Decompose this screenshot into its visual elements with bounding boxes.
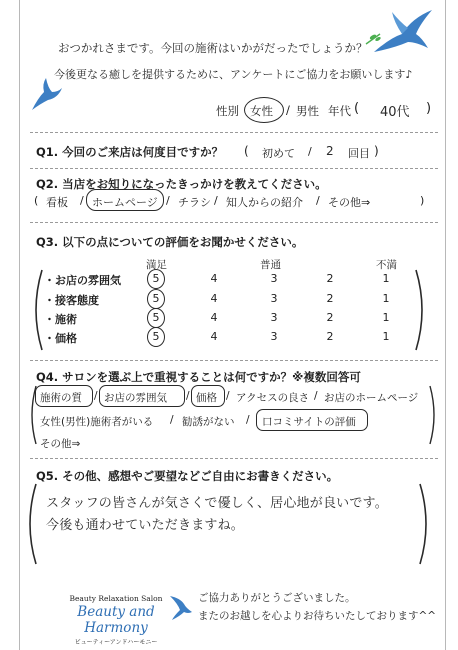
q3-score-5[interactable]: 5 bbox=[152, 330, 160, 343]
q2-question: Q2. 当店をお知りになったきっかけを教えてください。 bbox=[36, 177, 327, 191]
gender-slash: / bbox=[286, 103, 290, 117]
intro-line-1: おつかれさまです。今回の施術はいかがだったでしょうか？ bbox=[58, 41, 368, 55]
q2-option-signboard[interactable]: 看板 bbox=[46, 196, 68, 209]
q3-score-4[interactable]: 4 bbox=[210, 311, 218, 324]
q2-option-other[interactable]: その他⇒ bbox=[328, 196, 371, 209]
q3-score-5[interactable]: 5 bbox=[152, 292, 160, 305]
q3-score-3[interactable]: 3 bbox=[270, 272, 278, 285]
q1-option-first[interactable]: 初めて bbox=[262, 147, 295, 160]
q5-answer-line-2[interactable]: 今後も通わせていただきますね。 bbox=[46, 518, 245, 533]
q2-option-homepage[interactable]: ホームページ bbox=[92, 196, 158, 209]
q3-score-1[interactable]: 1 bbox=[382, 330, 390, 343]
q3-score-5[interactable]: 5 bbox=[152, 311, 160, 324]
q3-score-1[interactable]: 1 bbox=[382, 272, 390, 285]
footer-brand-block bbox=[52, 594, 180, 646]
gender-female-circle bbox=[244, 97, 284, 123]
scan-edge-right bbox=[445, 0, 446, 650]
q2-option-referral[interactable]: 知人からの紹介 bbox=[226, 196, 303, 209]
q3-score-1[interactable]: 1 bbox=[382, 311, 390, 324]
gender-option-male[interactable]: 男性 bbox=[296, 104, 319, 118]
q4-selected-box bbox=[256, 409, 368, 431]
intro-line-2: 今後更なる癒しを提供するために、アンケートにご協力をお願いします♪ bbox=[54, 68, 413, 81]
q4-option-homepage[interactable]: お店のホームページ bbox=[324, 392, 419, 404]
q1-slash: / bbox=[308, 145, 312, 158]
q5-bracket-right bbox=[418, 482, 434, 566]
q4-bracket-right bbox=[428, 384, 440, 446]
q5-bracket-left bbox=[22, 482, 38, 566]
q4-option-access[interactable]: アクセスの良さ bbox=[236, 392, 310, 404]
q4-option-atmosphere[interactable]: お店の雰囲気 bbox=[104, 392, 167, 404]
brand-tagline: Beauty Relaxation Salon bbox=[69, 594, 163, 603]
q4-option-other[interactable]: その他⇒ bbox=[40, 438, 81, 450]
q3-scale-dissatisfied: 不満 bbox=[376, 259, 397, 271]
q3-score-4[interactable]: 4 bbox=[210, 330, 218, 343]
age-label: 年代 bbox=[328, 104, 351, 118]
q4-question: Q4. サロンを選ぶ上で重視することは何ですか？※複数回答可 bbox=[36, 370, 361, 384]
q2-homepage-circle bbox=[86, 189, 164, 211]
q3-score-4[interactable]: 4 bbox=[210, 272, 218, 285]
q3-score-3[interactable]: 3 bbox=[270, 311, 278, 324]
q3-score-1[interactable]: 1 bbox=[382, 292, 390, 305]
q3-score-4[interactable]: 4 bbox=[210, 292, 218, 305]
q4-selected-box bbox=[35, 385, 93, 407]
q4-option-reviews[interactable]: 口コミサイトの評価 bbox=[262, 416, 356, 428]
q4-option-gender-staff[interactable]: 女性(男性)施術者がいる bbox=[40, 416, 154, 428]
q1-visit-count[interactable]: 2 bbox=[326, 144, 334, 158]
q3-selected-circle bbox=[147, 327, 165, 347]
brand-kana: ビューティーアンドハーモニー bbox=[74, 639, 158, 646]
q3-label: ・お店の雰囲気 bbox=[44, 274, 121, 287]
q3-score-2[interactable]: 2 bbox=[326, 272, 334, 285]
q4-option-no-solicitation[interactable]: 勧誘がない bbox=[182, 416, 235, 428]
q3-selected-circle bbox=[147, 269, 165, 289]
footer-thanks-1: ご協力ありがとうございました。 bbox=[198, 592, 356, 604]
q3-label: ・接客態度 bbox=[44, 294, 99, 307]
q5-question: Q5. その他、感想やご要望などご自由にお書きください。 bbox=[36, 469, 339, 483]
q3-question: Q3. 以下の点についての評価をお聞かせください。 bbox=[36, 235, 304, 249]
q3-score-3[interactable]: 3 bbox=[270, 330, 278, 343]
q4-selected-box bbox=[191, 385, 225, 407]
q4-option-price[interactable]: 価格 bbox=[196, 392, 217, 404]
brand-name: Beauty and Harmony bbox=[77, 604, 155, 636]
q3-selected-circle bbox=[147, 308, 165, 328]
q3-score-5[interactable]: 5 bbox=[152, 272, 160, 285]
q3-selected-circle bbox=[147, 289, 165, 309]
swallow-bird-footer-icon bbox=[168, 592, 194, 622]
q3-label: ・価格 bbox=[44, 332, 77, 345]
q3-score-2[interactable]: 2 bbox=[326, 311, 334, 324]
age-value[interactable]: 40代 bbox=[380, 105, 410, 120]
q3-scale-satisfied: 満足 bbox=[146, 259, 167, 271]
q3-bracket-left bbox=[28, 268, 44, 352]
q3-scale-neutral: 普通 bbox=[260, 259, 281, 271]
q1-visit-suffix: 回目 bbox=[348, 147, 370, 160]
q1-question: Q1. 今回のご来店は何度目ですか？ bbox=[36, 145, 224, 159]
q4-option-quality[interactable]: 施術の質 bbox=[40, 392, 82, 404]
q3-bracket-right bbox=[414, 268, 430, 352]
q2-option-flyer[interactable]: チラシ bbox=[178, 196, 211, 209]
q5-answer-line-1[interactable]: スタッフの皆さんが気さくで優しく、居心地が良いです。 bbox=[46, 496, 388, 511]
gender-option-female[interactable]: 女性 bbox=[250, 104, 273, 118]
q4-selected-box bbox=[99, 385, 185, 407]
scan-edge-left bbox=[19, 0, 20, 650]
gender-label: 性別 bbox=[216, 104, 239, 118]
q3-score-2[interactable]: 2 bbox=[326, 330, 334, 343]
q3-label: ・施術 bbox=[44, 313, 77, 326]
q3-score-2[interactable]: 2 bbox=[326, 292, 334, 305]
q3-score-3[interactable]: 3 bbox=[270, 292, 278, 305]
footer-thanks-2: またのお越しを心よりお待ちいたしております^^ bbox=[198, 610, 437, 622]
